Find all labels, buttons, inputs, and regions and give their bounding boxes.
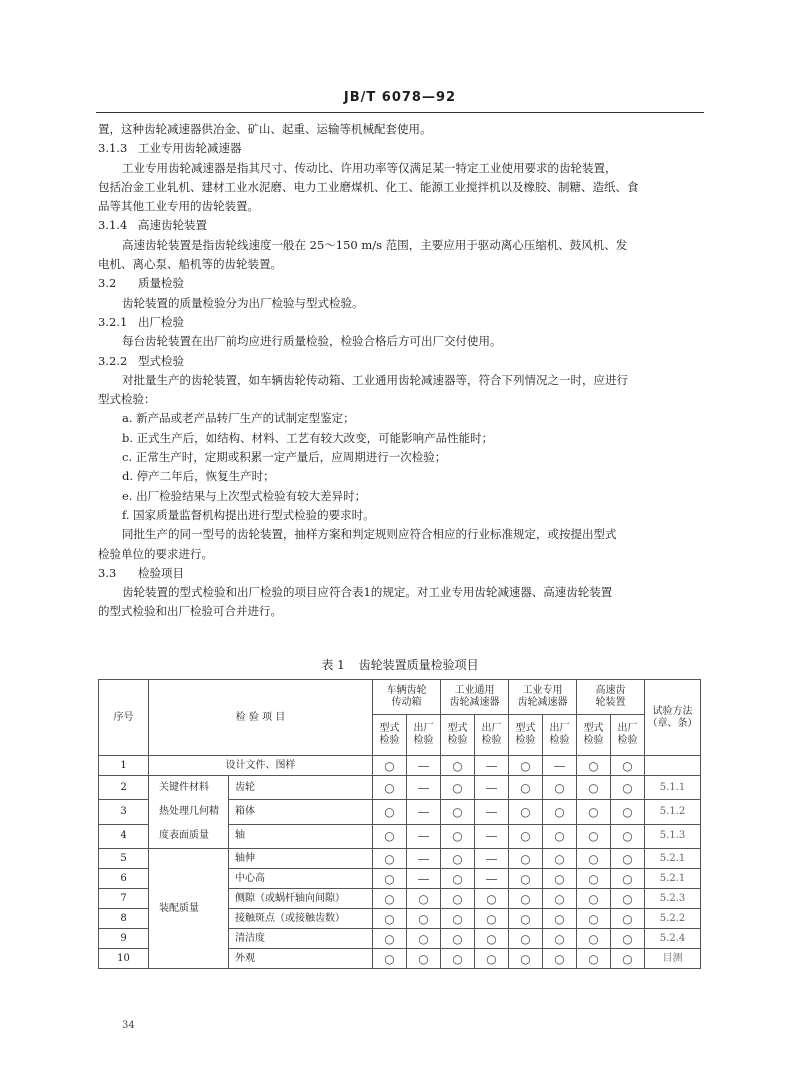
row-mark: ○ [611,949,645,969]
section-heading [98,216,702,235]
row-method: 5.1.3 [645,824,701,848]
row-mark: ○ [543,889,577,909]
row-method: 目测 [645,949,701,969]
paragraph-line: 对批量生产的齿轮装置，如车辆齿轮传动箱、工业通用齿轮减速器等，符合下列情况之一时，应进行 [122,372,628,387]
row-seq: 10 [99,949,149,969]
section-number: 3.1.4 [98,218,128,233]
table-caption-number: 表 1 [321,658,345,672]
header-seq: 序号 [99,680,149,756]
row-mark: ○ [543,949,577,969]
row-mark: — [407,756,441,776]
row-item: 轴 [229,824,373,848]
row-mark: ○ [475,929,509,949]
header-method: 试验方法 （章、条） [645,680,701,756]
row-item: 齿轮 [229,776,373,800]
row-mark: ○ [407,929,441,949]
row-mark: ○ [407,949,441,969]
row-method: 5.2.1 [645,869,701,889]
paragraph-line: 品等其他工业专用的齿轮装置。 [98,199,259,214]
row-mark: ○ [509,909,543,929]
section-number: 3.2.1 [98,314,128,329]
header-group-general: 工业通用 齿轮减速器 [441,680,509,715]
row-item: 设计文件、图样 [149,756,373,776]
row-mark: ○ [577,776,611,800]
row-mark: ○ [407,909,441,929]
row-seq: 7 [99,889,149,909]
row-mark: ○ [509,849,543,869]
row-mark: ○ [577,800,611,824]
row-mark: ○ [373,824,407,848]
row-mark: — [475,849,509,869]
row-mark: ○ [543,800,577,824]
row-mark: — [407,849,441,869]
paragraph-line: f. 国家质量监督机构提出进行型式检验的要求时。 [122,507,375,522]
row-mark: ○ [509,824,543,848]
row-item: 侧隙（或蜗杆轴向间隙） [229,889,373,909]
row-mark: ○ [441,800,475,824]
section-heading [98,564,702,583]
row-mark: ○ [441,776,475,800]
row-group-assembly: 装配质量 [149,849,229,969]
row-mark: ○ [543,909,577,929]
table-caption-title: 齿轮装置质量检验项目 [358,658,479,672]
row-mark: ○ [407,889,441,909]
body-text [98,120,702,622]
section-heading [98,313,702,332]
section-title: 检验项目 [138,565,184,580]
row-mark: ○ [441,929,475,949]
row-item: 清洁度 [229,929,373,949]
row-mark: ○ [509,776,543,800]
row-mark: ○ [611,909,645,929]
row-mark: ○ [611,849,645,869]
header-group-vehicle: 车辆齿轮 传动箱 [373,680,441,715]
paragraph-line: d. 停产二年后，恢复生产时； [122,469,275,484]
row-mark: ○ [611,776,645,800]
row-mark: ○ [373,869,407,889]
paragraph-line: 的型式检验和出厂检验可合并进行。 [98,604,282,619]
row-mark: ○ [509,869,543,889]
row-mark: ○ [373,889,407,909]
row-method: 5.1.1 [645,776,701,800]
row-mark: — [475,869,509,889]
paragraph-line: 每台齿轮装置在出厂前均应进行质量检验，检验合格后方可出厂交付使用。 [122,334,502,349]
header-group-highspeed: 高速齿 轮装置 [577,680,645,715]
row-item: 轴伸 [229,849,373,869]
row-method [645,756,701,776]
row-mark: ○ [577,849,611,869]
row-seq: 3 [99,800,149,824]
row-method: 5.2.1 [645,849,701,869]
row-seq: 5 [99,849,149,869]
row-mark: ○ [373,849,407,869]
header-factory-test: 出厂 检验 [475,715,509,756]
document-id-header: JB/T 6078—92 [343,90,457,105]
paragraph-line: 包括冶金工业轧机、建材工业水泥磨、电力工业磨煤机、化工、能源工业搅拌机以及橡胶、制糖、造纸、食 [98,179,639,194]
header-group-special: 工业专用 齿轮减速器 [509,680,577,715]
table-row [99,756,701,776]
row-mark: ○ [611,800,645,824]
section-heading [98,274,702,293]
row-method: 5.2.2 [645,909,701,929]
row-mark: — [475,756,509,776]
row-seq: 4 [99,824,149,848]
row-mark: ○ [441,909,475,929]
row-mark: ○ [373,776,407,800]
row-mark: ○ [577,756,611,776]
table-row [99,776,701,800]
row-mark: — [407,776,441,800]
paragraph-line: 电机、离心泵、船机等的齿轮装置。 [98,257,282,272]
paragraph-line: e. 出厂检验结果与上次型式检验有较大差异时； [122,488,367,503]
row-mark: ○ [373,949,407,969]
row-mark: ○ [577,869,611,889]
section-heading [98,352,702,371]
paragraph-line: 工业专用齿轮减速器是指其尺寸、传动比、许用功率等仅满足某一特定工业使用要求的齿轮装置， [122,160,617,175]
paragraph-line: b. 正式生产后，如结构、材料、工艺有较大改变，可能影响产品性能时； [122,430,494,445]
paragraph-line: 高速齿轮装置是指齿轮线速度一般在 25～150 m/s 范围，主要应用于驱动离心压缩机、鼓风机、发 [122,237,628,252]
section-title: 工业专用齿轮减速器 [138,141,242,156]
row-method: 5.2.4 [645,929,701,949]
paragraph-line: 齿轮装置的型式检验和出厂检验的项目应符合表1的规定。对工业专用齿轮减速器、高速齿轮装置 [122,585,613,600]
row-mark: ○ [577,824,611,848]
header-rule [96,112,704,113]
section-title: 高速齿轮装置 [138,218,207,233]
paragraph-line: 同批生产的同一型号的齿轮装置，抽样方案和判定规则应符合相应的行业标准规定，或按提出型式 [122,527,617,542]
section-title: 质量检验 [138,276,184,291]
row-item: 外观 [229,949,373,969]
row-method: 5.2.3 [645,889,701,909]
header-item: 检 验 项 目 [149,680,373,756]
row-seq: 1 [99,756,149,776]
paragraph-line: 检验单位的要求进行。 [98,546,213,561]
section-title: 型式检验 [138,353,184,368]
row-seq: 9 [99,929,149,949]
row-mark: ○ [441,849,475,869]
row-mark: ○ [373,756,407,776]
row-mark: ○ [373,800,407,824]
row-mark: ○ [577,909,611,929]
row-mark: ○ [441,889,475,909]
row-item: 箱体 [229,800,373,824]
paragraph-line: 置，这种齿轮减速器供冶金、矿山、起重、运输等机械配套使用。 [98,122,432,136]
paragraph-line: c. 正常生产时，定期或积累一定产量后，应周期进行一次检验； [122,450,447,465]
header-type-test: 型式 检验 [577,715,611,756]
row-mark: — [475,824,509,848]
row-mark: ○ [611,756,645,776]
row-item: 接触斑点（或接触齿数） [229,909,373,929]
header-factory-test: 出厂 检验 [611,715,645,756]
header-factory-test: 出厂 检验 [407,715,441,756]
row-mark: ○ [475,889,509,909]
row-mark: ○ [543,849,577,869]
row-mark: ○ [543,776,577,800]
row-mark: ○ [441,824,475,848]
section-title: 出厂检验 [138,314,184,329]
header-type-test: 型式 检验 [441,715,475,756]
row-mark: ○ [611,889,645,909]
row-mark: ○ [509,800,543,824]
paragraph-line: 型式检验： [98,392,156,407]
row-mark: ○ [475,949,509,969]
row-mark: ○ [509,889,543,909]
section-number: 3.1.3 [98,141,128,156]
row-mark: ○ [543,824,577,848]
row-seq: 6 [99,869,149,889]
section-number: 3.2.2 [98,353,128,368]
section-heading [98,139,702,158]
section-number: 3.3 [98,565,117,580]
row-mark: ○ [441,869,475,889]
row-mark: — [543,756,577,776]
row-mark: ○ [475,909,509,929]
row-mark: — [475,776,509,800]
row-mark: ○ [441,949,475,969]
row-mark: ○ [611,929,645,949]
paragraph-line: a. 新产品或老产品转厂生产的试制定型鉴定； [122,411,355,426]
table-caption [98,656,702,673]
header-type-test: 型式 检验 [373,715,407,756]
row-mark: ○ [577,949,611,969]
row-group-key-material: 关键件材料 热处理几何精 度表面质量 [149,776,229,849]
row-mark: — [407,800,441,824]
table-row [99,849,701,869]
row-mark: — [407,824,441,848]
inspection-items-table [98,679,701,969]
page-number: 34 [122,1020,135,1031]
row-mark: ○ [373,909,407,929]
row-mark: ○ [577,929,611,949]
row-mark: ○ [543,869,577,889]
row-mark: — [407,869,441,889]
row-mark: — [475,800,509,824]
row-mark: ○ [611,869,645,889]
row-seq: 8 [99,909,149,929]
row-mark: ○ [509,929,543,949]
section-number: 3.2 [98,276,117,291]
row-mark: ○ [441,756,475,776]
row-method: 5.1.2 [645,800,701,824]
row-mark: ○ [543,929,577,949]
row-mark: ○ [611,824,645,848]
row-mark: ○ [509,949,543,969]
row-mark: ○ [509,756,543,776]
row-seq: 2 [99,776,149,800]
row-mark: ○ [373,929,407,949]
paragraph-line: 齿轮装置的质量检验分为出厂检验与型式检验。 [122,295,364,310]
row-mark: ○ [577,889,611,909]
header-factory-test: 出厂 检验 [543,715,577,756]
header-type-test: 型式 检验 [509,715,543,756]
row-item: 中心高 [229,869,373,889]
